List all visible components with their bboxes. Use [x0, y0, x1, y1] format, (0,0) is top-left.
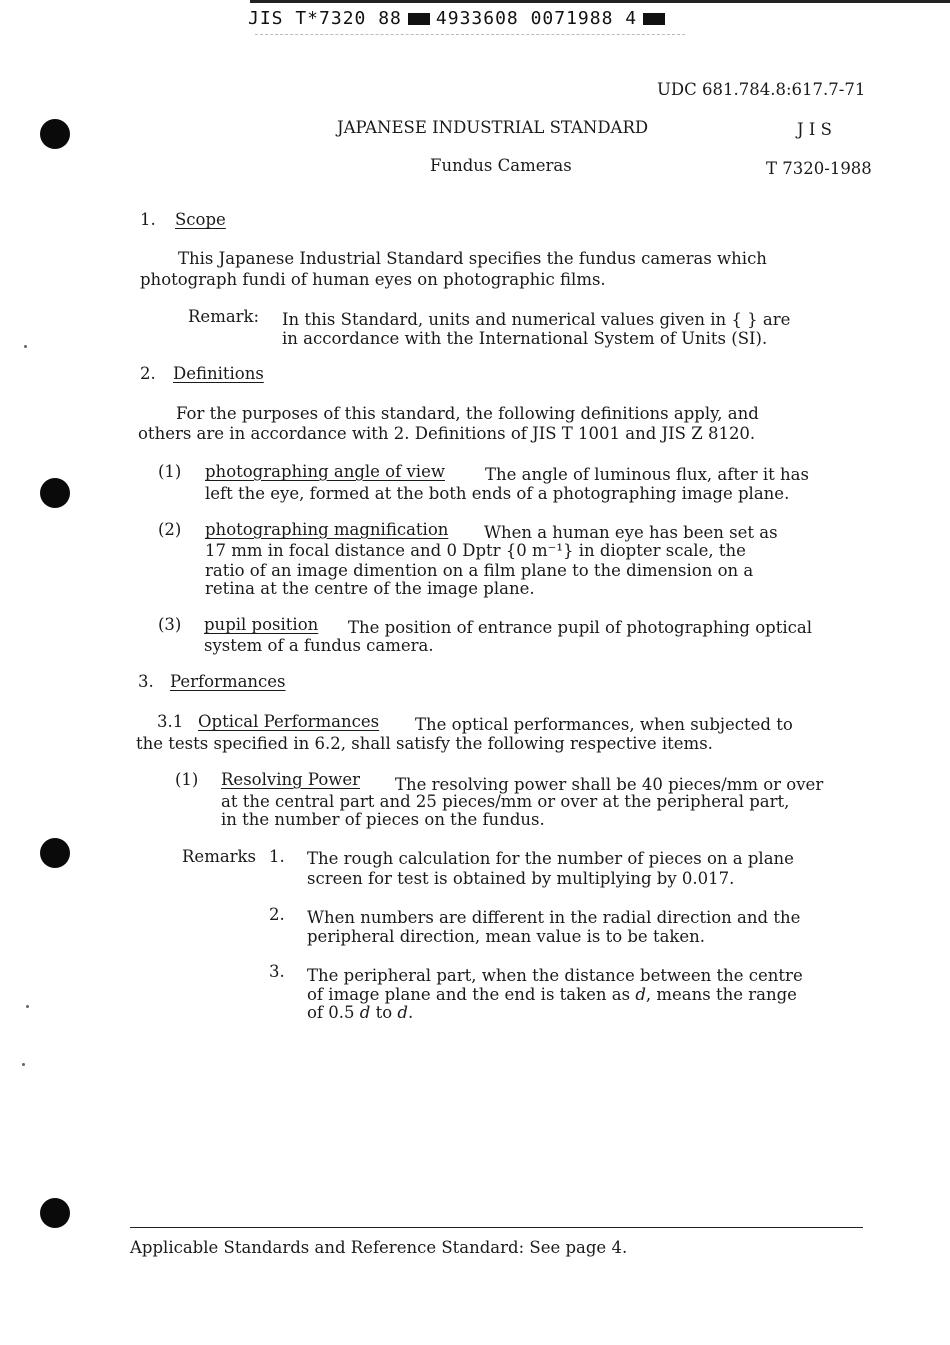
document-title: Fundus Cameras — [430, 156, 572, 175]
item-1-term: Resolving Power — [221, 770, 361, 789]
remark-line-2: in accordance with the International System of Units (SI). — [282, 329, 768, 348]
definition-2-term: photographing magnification — [205, 520, 449, 539]
item-1-number: (1) — [175, 770, 199, 789]
remark-3-range-start: of 0.5 — [307, 1003, 355, 1022]
top-border-line — [250, 0, 950, 3]
definition-1-term: photographing angle of view — [205, 462, 445, 481]
definition-1-line-1: The angle of luminous flux, after it has — [485, 465, 809, 484]
subsection-3-1-line-2: the tests specified in 6.2, shall satisfy the following respective items. — [136, 734, 713, 753]
subsection-3-1-term: Optical Performances — [198, 712, 380, 731]
remark-2-number: 2. — [269, 905, 285, 924]
scan-speck — [24, 345, 27, 348]
remark-3-line-2-tail: , means the range — [645, 985, 797, 1004]
remark-3-line-2-text: of image plane and the end is taken as — [307, 985, 631, 1004]
jis-label: J I S — [797, 120, 832, 139]
definition-2-line-4: retina at the centre of the image plane. — [205, 579, 535, 598]
distance-variable-d: d — [397, 1003, 408, 1022]
punch-hole-1 — [40, 119, 70, 149]
punch-hole-4 — [40, 1198, 70, 1228]
section-3-title: Performances — [170, 672, 286, 691]
remark-3-period: . — [407, 1003, 414, 1022]
item-1-line-1: The resolving power shall be 40 pieces/mm or over — [395, 775, 824, 794]
section-2-title: Definitions — [173, 364, 264, 383]
definition-3-number: (3) — [158, 615, 182, 634]
definition-1-number: (1) — [158, 462, 182, 481]
scan-speck — [26, 1005, 29, 1008]
definition-2-line-2: 17 mm in focal distance and 0 Dptr {0 m⁻¹} in diopter scale, the — [205, 541, 746, 560]
scan-speck — [22, 1063, 25, 1066]
remark-3-number: 3. — [269, 962, 285, 981]
definition-2-line-3: ratio of an image dimention on a film plane to the dimension on a — [205, 561, 754, 580]
definitions-line-1: For the purposes of this standard, the following definitions apply, and — [176, 404, 759, 423]
remark-line-1: In this Standard, units and numerical values given in { } are — [282, 310, 791, 329]
header-code-part1: JIS T*7320 88 — [248, 8, 402, 29]
definition-3-line-1: The position of entrance pupil of photographing optical — [348, 618, 812, 637]
remark-3-line-1: The peripheral part, when the distance between the centre — [307, 966, 803, 985]
punch-hole-2 — [40, 478, 70, 508]
header-catalog-code — [248, 8, 671, 29]
remark-3-line-3 — [307, 1003, 413, 1022]
remark-3-line-2 — [307, 985, 797, 1004]
remarks-label: Remarks — [182, 847, 257, 866]
document-number: T 7320-1988 — [766, 159, 872, 178]
footer-rule — [130, 1227, 863, 1228]
distance-variable-d: d — [635, 985, 646, 1004]
definition-3-term: pupil position — [204, 615, 319, 634]
section-2-number: 2. — [140, 364, 156, 383]
item-1-line-2: at the central part and 25 pieces/mm or over at the peripheral part, — [221, 792, 790, 811]
definition-3-line-2: system of a fundus camera. — [204, 636, 434, 655]
remark-3-range-to: to — [375, 1003, 393, 1022]
remark-1-number: 1. — [269, 847, 285, 866]
header-block-mark — [408, 13, 430, 25]
scope-line-2: photograph fundi of human eyes on photographic films. — [140, 270, 606, 289]
section-3-number: 3. — [138, 672, 154, 691]
footer-note: Applicable Standards and Reference Standard: See page 4. — [130, 1238, 628, 1257]
definition-2-number: (2) — [158, 520, 182, 539]
remark-2-line-2: peripheral direction, mean value is to be taken. — [307, 927, 706, 946]
definitions-line-2: others are in accordance with 2. Definitions of JIS T 1001 and JIS Z 8120. — [138, 424, 756, 443]
remark-1-line-1: The rough calculation for the number of pieces on a plane — [307, 849, 794, 868]
header-code-part2: 4933608 0071988 4 — [435, 8, 638, 29]
definition-2-line-1: When a human eye has been set as — [484, 523, 778, 542]
remark-label: Remark: — [188, 307, 260, 326]
standard-title: JAPANESE INDUSTRIAL STANDARD — [337, 118, 649, 137]
remark-1-line-2: screen for test is obtained by multiplying by 0.017. — [307, 869, 735, 888]
subsection-3-1-number: 3.1 — [157, 712, 184, 731]
scope-line-1: This Japanese Industrial Standard specifies the fundus cameras which — [178, 249, 767, 268]
item-1-line-3: in the number of pieces on the fundus. — [221, 810, 545, 829]
section-1-number: 1. — [140, 210, 156, 229]
header-dash-rule — [255, 34, 685, 35]
subsection-3-1-line-1: The optical performances, when subjected to — [415, 715, 793, 734]
definition-1-line-2: left the eye, formed at the both ends of a photographing image plane. — [205, 484, 790, 503]
remark-2-line-1: When numbers are different in the radial direction and the — [307, 908, 801, 927]
header-block-mark-end — [643, 13, 665, 25]
udc-number: UDC 681.784.8:617.7-71 — [657, 80, 866, 99]
distance-variable-d: d — [359, 1003, 371, 1022]
punch-hole-3 — [40, 838, 70, 868]
section-1-title: Scope — [175, 210, 226, 229]
